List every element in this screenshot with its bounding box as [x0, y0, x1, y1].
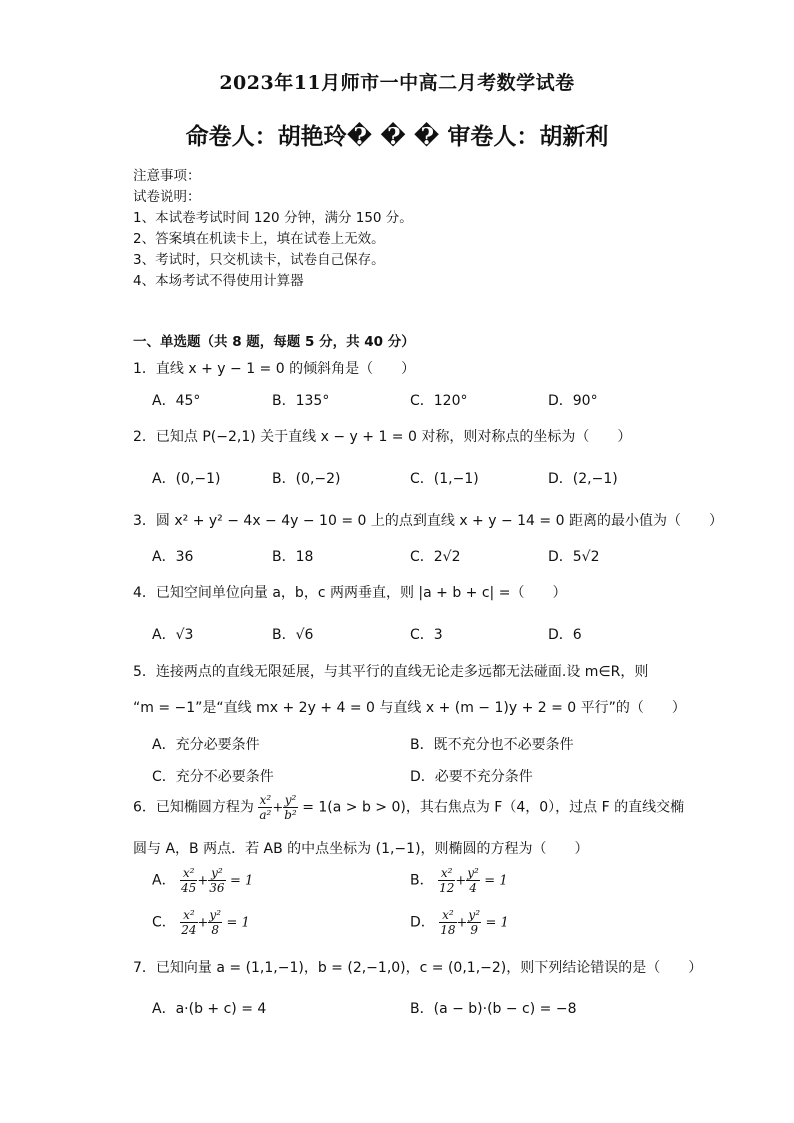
question-1-stem: 1．直线 x + y − 1 = 0 的倾斜角是（ ） [133, 361, 416, 377]
q5-option-d: D．必要不充分条件 [410, 769, 533, 785]
option-label: D． [410, 914, 435, 931]
q6-option-c [152, 908, 250, 937]
plus-sign: + [197, 915, 209, 931]
question-2-stem: 2．已知点 P(−2,1) 关于直线 x − y + 1 = 0 对称，则对称点的坐标为（ ） [133, 429, 632, 445]
option-fraction-y [467, 908, 481, 937]
fraction-numerator: x² [439, 908, 456, 923]
fraction-denominator: 45 [181, 881, 197, 895]
fraction-denominator: 18 [440, 923, 456, 937]
note-line: 注意事项： [133, 168, 201, 184]
equals-one: = 1 [484, 873, 508, 889]
q3-option-d: D．5√2 [548, 549, 600, 565]
exam-notes [133, 166, 413, 292]
fraction-numerator: y² [209, 908, 222, 922]
q6-option-b [410, 866, 508, 895]
q6-stem-start: 6．已知椭圆方程为 [133, 799, 254, 816]
fraction-numerator: x² [180, 866, 197, 881]
note-line: 试卷说明： [133, 189, 201, 205]
option-fraction-x [438, 866, 455, 895]
question-4-stem: 4．已知空间单位向量 a，b，c 两两垂直，则 |a + b + c| =（ ） [133, 585, 567, 601]
equals-one: = 1 [229, 873, 254, 889]
fraction-denominator: a² [259, 808, 272, 822]
q6-fraction-x [258, 793, 272, 822]
q7-option-a: A．a·(b + c) = 4 [152, 1001, 267, 1017]
question-7-stem: 7．已知向量 a = (1,1,−1)，b = (2,−1,0)，c = (0,1,−2)，则下列结论错误的是（ ） [133, 960, 703, 976]
question-3-stem: 3．圆 x² + y² − 4x − 4y − 10 = 0 上的点到直线 x + y − 14 = 0 距离的最小值为（ ） [133, 513, 723, 529]
option-fraction-y [208, 866, 225, 895]
section-title: 一、单选题（共 8 题，每题 5 分，共 40 分） [133, 334, 415, 350]
q4-option-b: B．√6 [272, 627, 314, 643]
q3-option-b: B．18 [272, 549, 314, 565]
q1-option-b: B．135° [272, 393, 330, 409]
note-line: 3、考试时，只交机读卡，试卷自己保存。 [133, 252, 385, 268]
question-6-stem-line2: 圆与 A，B 两点．若 AB 的中点坐标为 (1,−1)，则椭圆的方程为（ ） [133, 841, 589, 857]
exam-title: 2023年11月师市一中高二月考数学试卷 [219, 72, 575, 94]
q6-stem-end: = 1(a > b > 0)，其右焦点为 F（4，0），过点 F 的直线交椭 [302, 799, 685, 816]
fraction-denominator: 4 [469, 881, 477, 895]
option-label: B． [410, 872, 434, 889]
option-label: C． [152, 914, 176, 931]
fraction-numerator: y² [284, 793, 297, 807]
fraction-numerator: x² [438, 866, 455, 881]
fraction-denominator: b² [284, 808, 297, 822]
fraction-numerator: x² [180, 908, 197, 923]
q6-option-a [152, 866, 253, 895]
q5-option-c: C．充分不必要条件 [152, 769, 274, 785]
q1-option-a: A．45° [152, 393, 201, 409]
option-fraction-x [439, 908, 456, 937]
q1-option-d: D．90° [548, 393, 598, 409]
fraction-denominator: 8 [211, 923, 220, 937]
question-5-stem: 5．连接两点的直线无限延展，与其平行的直线无论走多远都无法碰面.设 m∈R，则 [133, 664, 649, 680]
author-line: 命卷人：胡艳玲� � � 审卷人：胡新利 [185, 123, 609, 150]
q1-option-c: C．120° [410, 393, 468, 409]
question-6-stem [133, 793, 684, 822]
q4-option-a: A．√3 [152, 627, 194, 643]
fraction-numerator: x² [259, 793, 272, 807]
q2-option-d: D．(2,−1) [548, 471, 618, 487]
q7-option-b: B．(a − b)·(b − c) = −8 [410, 1001, 577, 1017]
plus-sign: + [272, 800, 284, 816]
equals-one: = 1 [485, 915, 509, 931]
equals-one: = 1 [226, 915, 250, 931]
fraction-denominator: 9 [470, 923, 479, 937]
q2-option-a: A．(0,−1) [152, 471, 221, 487]
q5-option-a: A．充分必要条件 [152, 737, 260, 753]
fraction-denominator: 36 [209, 881, 225, 895]
fraction-numerator: y² [468, 908, 481, 922]
option-fraction-y [466, 866, 480, 895]
q3-option-c: C．2√2 [410, 549, 461, 565]
q4-option-c: C．3 [410, 627, 443, 643]
note-line: 1、本试卷考试时间 120 分钟，满分 150 分。 [133, 210, 413, 226]
note-line: 4、本场考试不得使用计算器 [133, 273, 304, 289]
q2-option-c: C．(1,−1) [410, 471, 479, 487]
question-5-stem-line2: “m = −1”是“直线 mx + 2y + 4 = 0 与直线 x + (m − 1)y + 2 = 0 平行”的（ ） [133, 700, 686, 716]
q5-option-b: B．既不充分也不必要条件 [410, 737, 574, 753]
note-line: 2、答案填在机读卡上，填在试卷上无效。 [133, 231, 385, 247]
fraction-numerator: y² [208, 866, 225, 881]
fraction-denominator: 24 [181, 923, 197, 937]
q6-option-d [410, 908, 509, 937]
option-fraction-y [208, 908, 222, 937]
q2-option-b: B．(0,−2) [272, 471, 341, 487]
plus-sign: + [197, 873, 209, 889]
q3-option-a: A．36 [152, 549, 194, 565]
option-fraction-x [180, 908, 197, 937]
plus-sign: + [456, 915, 468, 931]
option-fraction-x [180, 866, 197, 895]
fraction-denominator: 12 [439, 881, 455, 895]
fraction-numerator: y² [467, 866, 479, 880]
plus-sign: + [455, 873, 467, 889]
q4-option-d: D．6 [548, 627, 582, 643]
q6-fraction-y [283, 793, 298, 822]
option-label: A． [152, 872, 176, 889]
